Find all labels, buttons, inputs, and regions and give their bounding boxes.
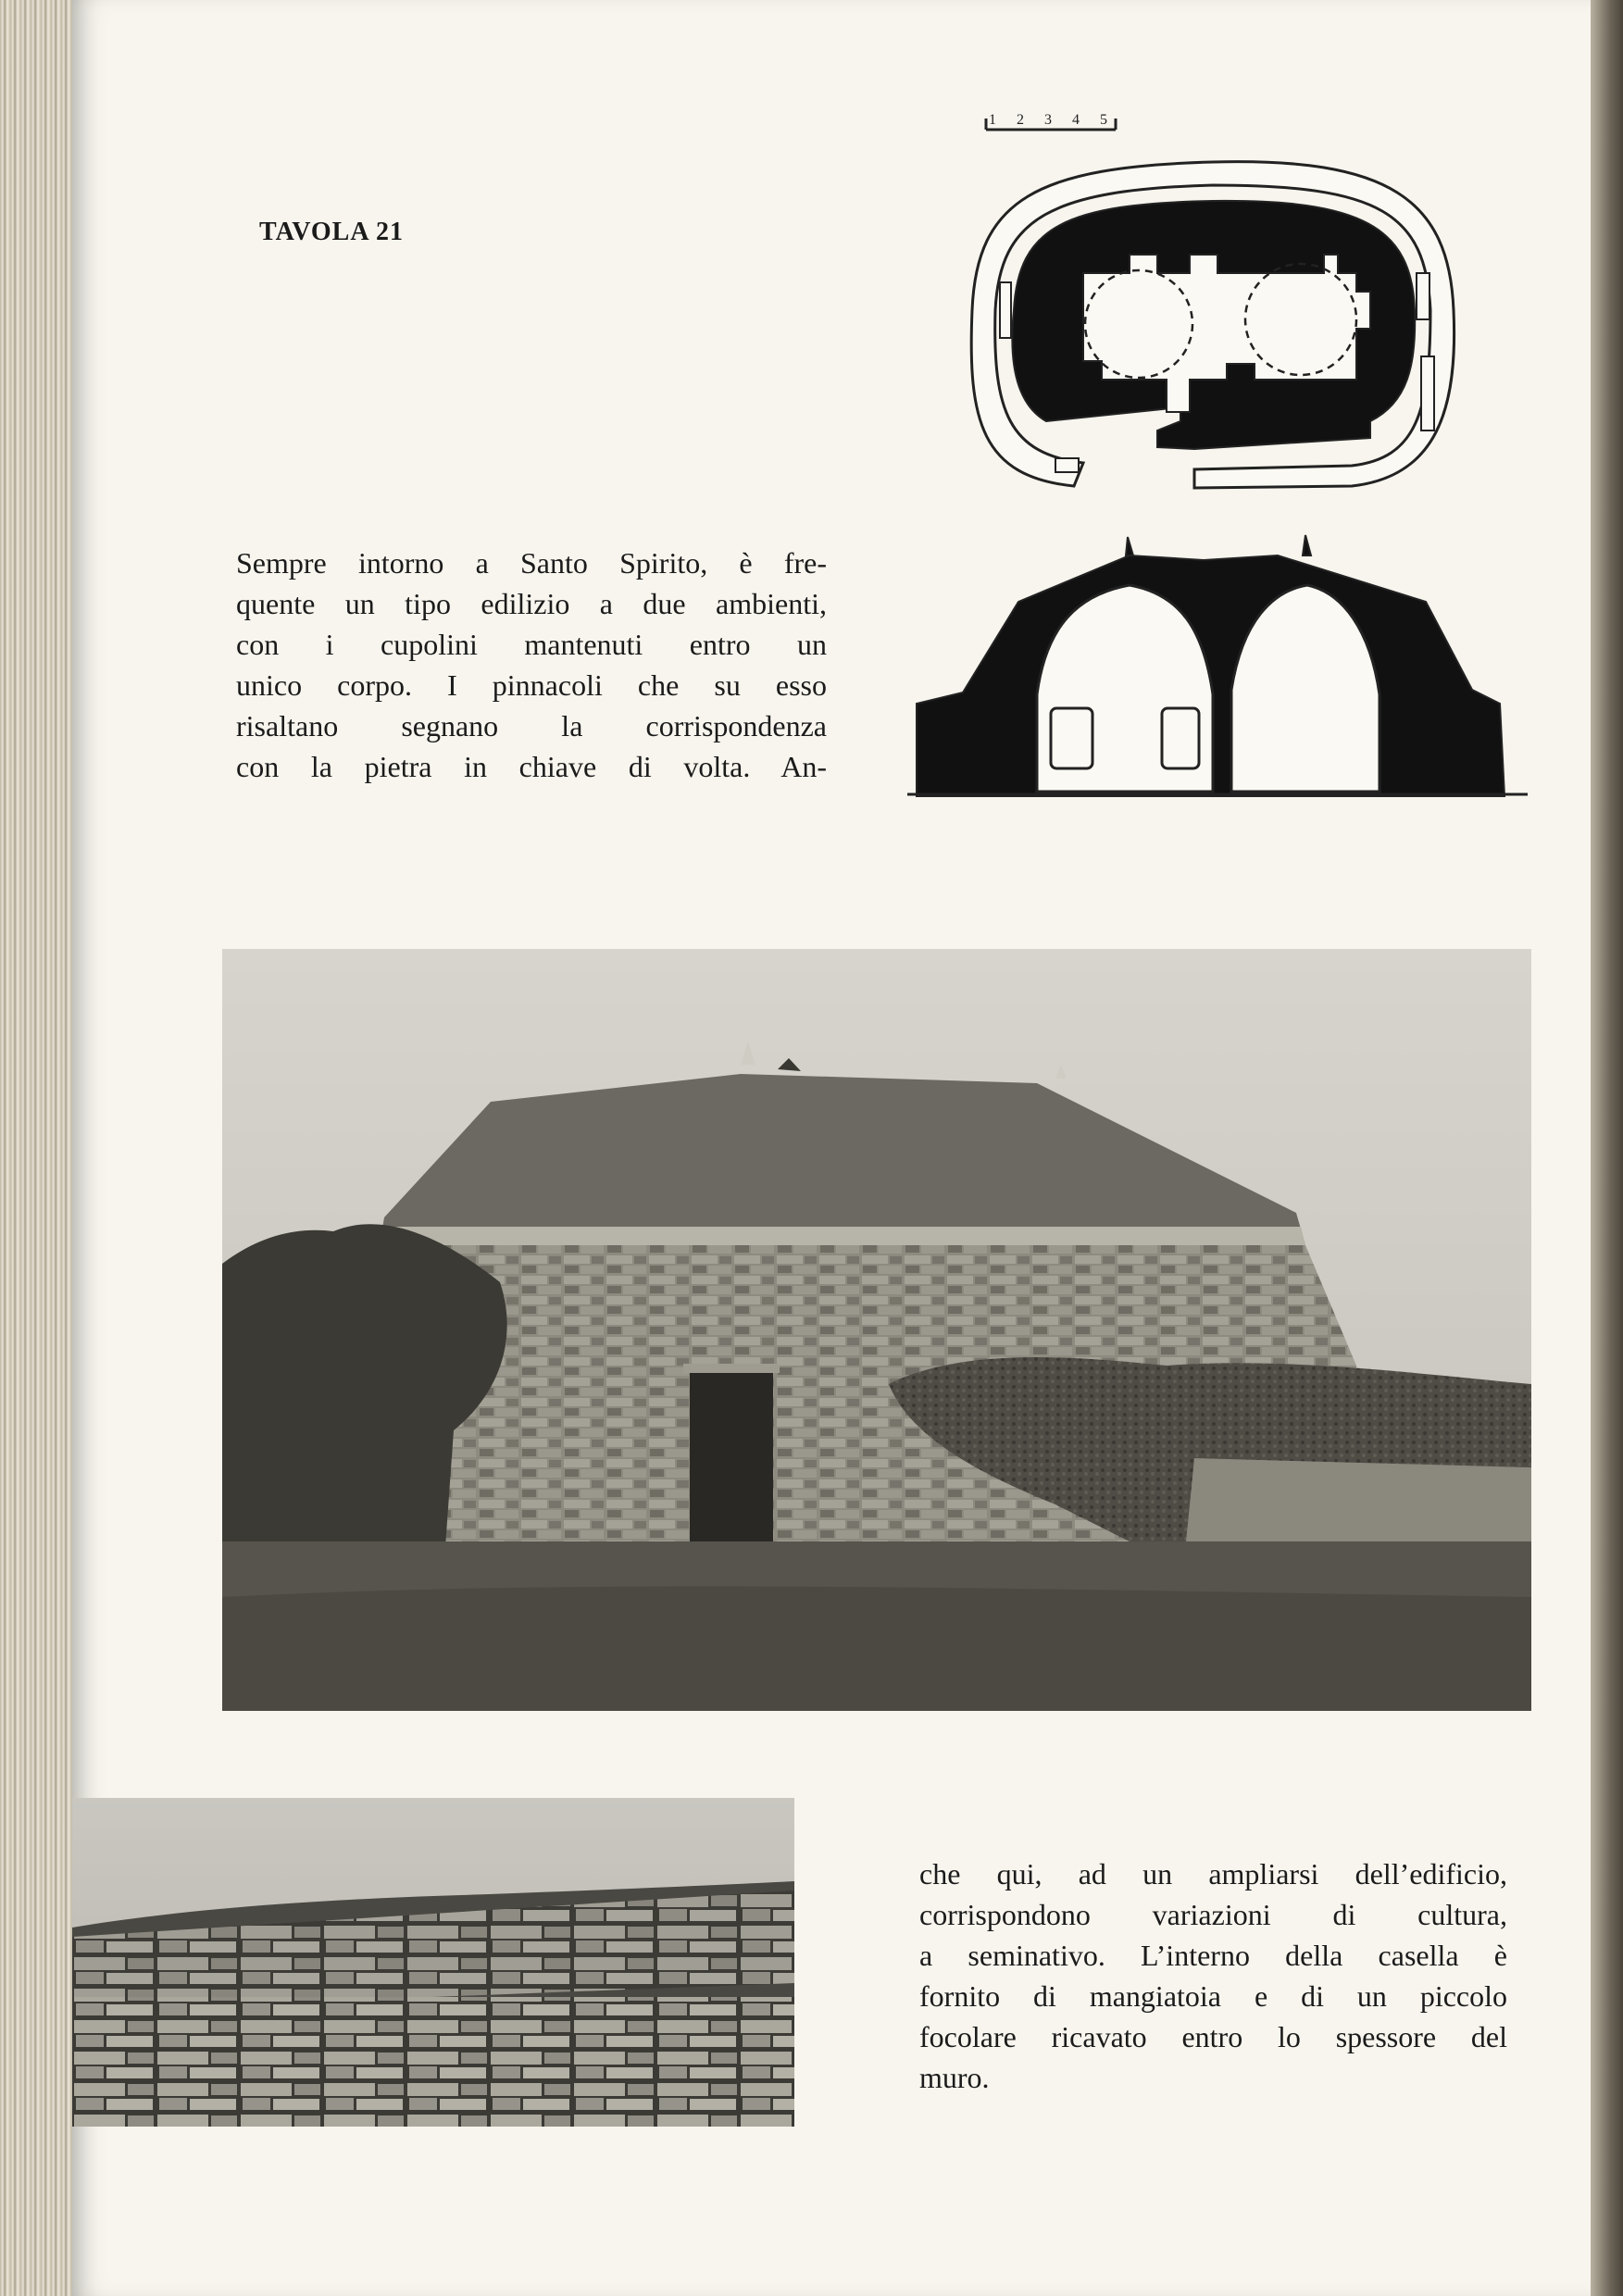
description-top-line: unico corpo. I pinnacoli che su esso	[236, 668, 827, 702]
description-bottom-line: che qui, ad un ampliarsi dell’edificio,	[919, 1857, 1507, 1890]
scale-tick-4: 4	[1072, 112, 1080, 128]
dry-stone-wall-photograph	[72, 1798, 794, 2127]
trullo-photograph	[222, 949, 1531, 1711]
plate-label: TAVOLA 21	[259, 218, 404, 246]
description-top-line: Sempre intorno a Santo Spirito, è fre-	[236, 546, 827, 580]
section-drawing	[907, 528, 1537, 805]
description-bottom	[919, 1853, 1507, 2098]
scale-bar	[981, 102, 1130, 139]
description-top-line: quente un tipo edilizio a due ambienti,	[236, 587, 827, 620]
description-bottom-line: corrispondono variazioni di cultura,	[919, 1898, 1507, 1931]
description-top-line: con la pietra in chiave di volta. An-	[236, 750, 827, 783]
floor-plan-drawing	[963, 144, 1463, 495]
description-top	[236, 543, 827, 787]
description-top-line: risaltano segnano la corrispondenza	[236, 709, 827, 742]
scale-tick-3: 3	[1044, 112, 1052, 128]
description-top-line: con i cupolini mantenuti entro un	[236, 628, 827, 661]
scale-tick-1: 1	[989, 112, 996, 128]
description-bottom-line: muro.	[919, 2061, 990, 2094]
page-shadow-edge	[1591, 0, 1623, 2296]
description-bottom-line: focolare ricavato entro lo spessore del	[919, 2020, 1507, 2053]
book-page-stack	[0, 0, 72, 2296]
scale-tick-5: 5	[1100, 112, 1107, 128]
description-bottom-line: a seminativo. L’interno della casella è	[919, 1939, 1507, 1972]
scale-tick-2: 2	[1017, 112, 1024, 128]
description-bottom-line: fornito di mangiatoia e di un piccolo	[919, 1979, 1507, 2013]
